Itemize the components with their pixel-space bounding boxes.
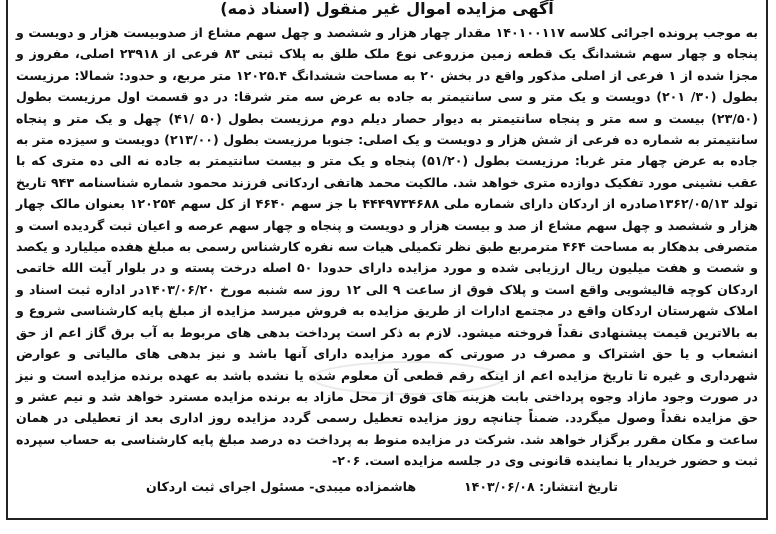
notice-footer: [16, 476, 758, 497]
notice-frame: [6, 0, 768, 520]
notice-body: [16, 22, 758, 472]
notice-body-paragraph: به موجب پرونده اجرائی کلاسه ۱۴۰۱۰۰۱۱۷ مقدار چهار هزار و ششصد و چهل سهم مشاع از صدوبیست هزار و دویست و پنجاه و چهار سهم ششدانگ یک قطعه زمین مزروعی نوع ملک طلق به پلاک ثبتی ۸۳ فرعی از ۲۳۹۱۸ اصلی، مفروز و مجزا شده از ۱ فرعی از اصلی مذکور واقع در بخش ۲۰ به مساحت ششدانگ ۱۲۰۲۵.۴ متر مربع، و حدود: شمالا: مرزیست بطول (۳۰/ ۲۰۱) دویست و یک متر و سی سانتیمتر به جاده به عرض سه متر شرقا: در دو قسمت اول مرزیست بطول (۲۳/۵۰) بیست و سه متر و پنجاه سانتیمتر به دیوار حصار دیلم دوم مرزیست بطول (۵۰ /۴۱) چهل و یک متر و پنجاه سانتیمتر به شماره ده فرعی از شش هزار و دویست و یک اصلی: جنوبا مرزیست بطول (۲۱۳/۰۰) دویست و سیزده متر به جاده به عرض چهار متر غربا: مرزیست بطول (۵۱/۲۰) پنجاه و یک متر و بیست سانتیمتر به جاده نه الی ده متری که با عقب نشینی مورد تفکیک دوازده متری خواهد شد. مالکیت محمد هاتفی اردکانی فرزند محمود شماره شناسنامه ۹۴۳ تاریخ تولد ۱۳۶۲/۰۵/۱۳صادره از اردکان دارای شماره ملی ۴۴۴۹۷۳۴۶۸۸ با جز سهم ۴۶۴۰ از کل سهم ۱۲۰۲۵۴ بعنوان مالک چهار هزار و ششصد و چهل سهم مشاع از صد و بیست هزار و دویست و پنجاه و چهار سهم عرصه و اعیان ثبت گردیده است و متصرفی بدهکار به مساحت ۴۶۴ مترمربع طبق نظر تکمیلی هیات سه نفره کارشناس رسمی به مبلغ هفده میلیارد و یکصد و شصت و هفت میلیون ریال ارزیابی شده و مورد مزایده دارای حدودا ۵۰ اصله درخت پسته و در بلوار آیت الله خاتمی اردکان کوچه قالیشویی واقع است و پلاک فوق از ساعت ۹ الی ۱۲ روز سه شنبه مورخ ۱۴۰۳/۰۶/۲۰در اداره ثبت اسناد و املاک شهرستان اردکان واقع در مجتمع ادارات از طریق مزایده به فروش میرسد مزایده از مبلغ پایه کارشناسی شروع و به بالاترین قیمت پیشنهادی نقداً فروخته میشود. لازم به ذکر است پرداخت بدهی های مربوط به آب برق گاز اعم از حق انشعاب و یا حق اشتراک و مصرف در صورتی که مورد مزایده دارای آنها باشد و نیز بدهی های مالیاتی و عوارض شهرداری و غیره تا تاریخ مزایده اعم از اینکه رقم قطعی آن معلوم شده یا نشده باشد به عهده برنده مزایده است و نیز در صورت وجود مازاد وجوه پرداختی بابت هزینه های فوق از محل مازاد به برنده مزایده مسترد خواهد شد و نیم عشر و حق مزایده نقداً وصول میگردد. ضمناً چنانچه روز مزایده تعطیل رسمی گردد مزایده روز اداری بعد از تعطیلی در همان ساعت و مکان مقرر برگزار خواهد شد. شرکت در مزایده منوط به پرداخت ده درصد مبلغ پایه کارشناسی به حساب سپرده ثبت و حضور خریدار یا نماینده قانونی وی در جلسه مزایده است. ۲۰۶-: [16, 25, 759, 469]
signatory: هاشمزاده میبدی- مسئول اجرای ثبت اردکان: [146, 479, 417, 494]
publish-date: تاریخ انتشار: ۱۴۰۳/۰۶/۰۸: [463, 479, 618, 494]
footer-row: [16, 476, 758, 497]
notice-title: آگهی مزایده اموال غیر منقول (اسناد ذمه): [220, 0, 554, 18]
